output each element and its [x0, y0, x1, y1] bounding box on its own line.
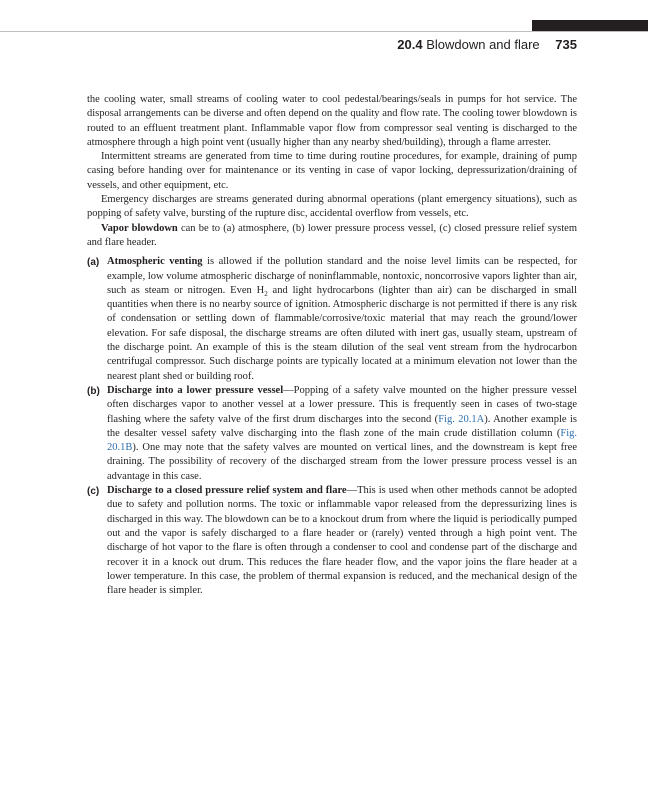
body-text	[87, 93, 577, 598]
running-head	[397, 37, 577, 52]
list-text-c	[107, 484, 577, 598]
list-text-b	[107, 384, 577, 484]
list-text-part: —This is used when other methods cannot be adopted due to safety and pollution norms. The toxic or inflammable vapor released from the depressurizing lines is discharged in this way. The blowdown can be to a knockout drum from where the liquid is periodically pumped out and the vapor is safely discharged to a flare header or (rarely) vented through a high point vent. The discharge of hot vapor to the flare is often through a condenser to cool and condense part of the discharge and recover it in a knock out drum. This reduces the flare header flow, and the vapor joins the flare header at a lower temperature. In this case, the problem of thermal expansion is reduced, and the mechanical design of the flare header is simpler.	[107, 485, 577, 597]
paragraph-1: the cooling water, small streams of cooling water to cool pedestal/bearings/seals in pumps for hot service. The disposal arrangements can be diverse and often depend on the quality and flow rate. The cooling tower blowdown is routed to an effluent treatment plant. Inflammable vapor flow from compressor seal venting is discharged to the atmosphere through a high point vent (usually higher than any nearby shed/building), through a flame arrester.	[87, 94, 577, 148]
figure-link-20-1b[interactable]: Fig. 20.1B	[107, 427, 577, 454]
list-text-part: and light hydrocarbons (lighter than air) can be discharged in small quantities when there is no nearby source of ignition. Atmospheric discharge is not permitted if there is any risk of condensation or settling down of flammable/corrosive/toxic material that may reach the ground/lower elevation. For safe disposal, the discharge streams are often diluted with inert gas, usually steam, upstream of the discharge point. An example of this is the steam dilution of the seal vent stream from the hydrocarbon centrifugal compressor. Such discharge points are typically located at a minimum elevation not lower than the nearest plant shed or building roof.	[107, 284, 577, 382]
paragraph-2: Intermittent streams are generated from time to time during routine procedures, for example, draining of pump casing before handing over for maintenance or its venting in case of vapor locking, depressurization/draining of vessels, and other equipment, etc.	[87, 151, 577, 191]
list-item-c	[87, 484, 577, 598]
header-rule	[0, 31, 648, 32]
section-number: 20.4	[397, 37, 423, 52]
list-item-a	[87, 255, 577, 384]
list-label: (c)	[87, 486, 100, 498]
list-label: (b)	[87, 385, 100, 397]
list-title: Atmospheric venting	[107, 256, 203, 268]
list-text-a	[107, 255, 577, 384]
paragraph-3: Emergency discharges are streams generated during abnormal operations (plant emergency situations), such as popping of safety valve, bursting of the rupture disc, accidental overflow from vessels, etc.	[87, 194, 577, 220]
list-text-part: is allowed if the pollution standard and the noise level limits can be respected, for example, low volume atmospheric discharge of noninflammable, nontoxic, noncorrosive vapors lighter than air, such as steam or nitrogen. Even H	[107, 256, 577, 296]
page-number: 735	[555, 37, 577, 52]
paragraph-4-text: can be to (a) atmosphere, (b) lower pressure process vessel, (c) closed pressure relief system and flare header.	[87, 222, 577, 248]
list-item-b	[87, 384, 577, 484]
list-text-part: ). Another example is the desalter vessel safety valve discharging into the flash zone of the main crude distillation column (	[107, 413, 577, 439]
section-title: Blowdown and flare	[426, 37, 540, 52]
figure-link-20-1a[interactable]: Fig. 20.1A	[438, 413, 485, 425]
list-text-part: —Popping of a safety valve mounted on the higher pressure vessel often discharges vapor to another vessel at a lower pressure. This is frequently seen in cases of two-stage flashing where the safety valve of the first drum discharges into the second (	[107, 384, 577, 425]
vapor-blowdown-term: Vapor blowdown	[101, 222, 178, 234]
list-label: (a)	[87, 257, 100, 269]
subscript: 2	[264, 289, 268, 298]
list-text-part: ). One may note that the safety valves are mounted on vertical lines, and the downstream is kept free draining. The possibility of recovery of the discharged stream from the lower pressure process vessel is an advantage in this case.	[107, 442, 577, 482]
list-title: Discharge to a closed pressure relief system and flare	[107, 485, 347, 497]
blowdown-list	[87, 255, 577, 598]
paragraph-4	[87, 222, 577, 251]
list-title: Discharge into a lower pressure vessel	[107, 384, 284, 396]
